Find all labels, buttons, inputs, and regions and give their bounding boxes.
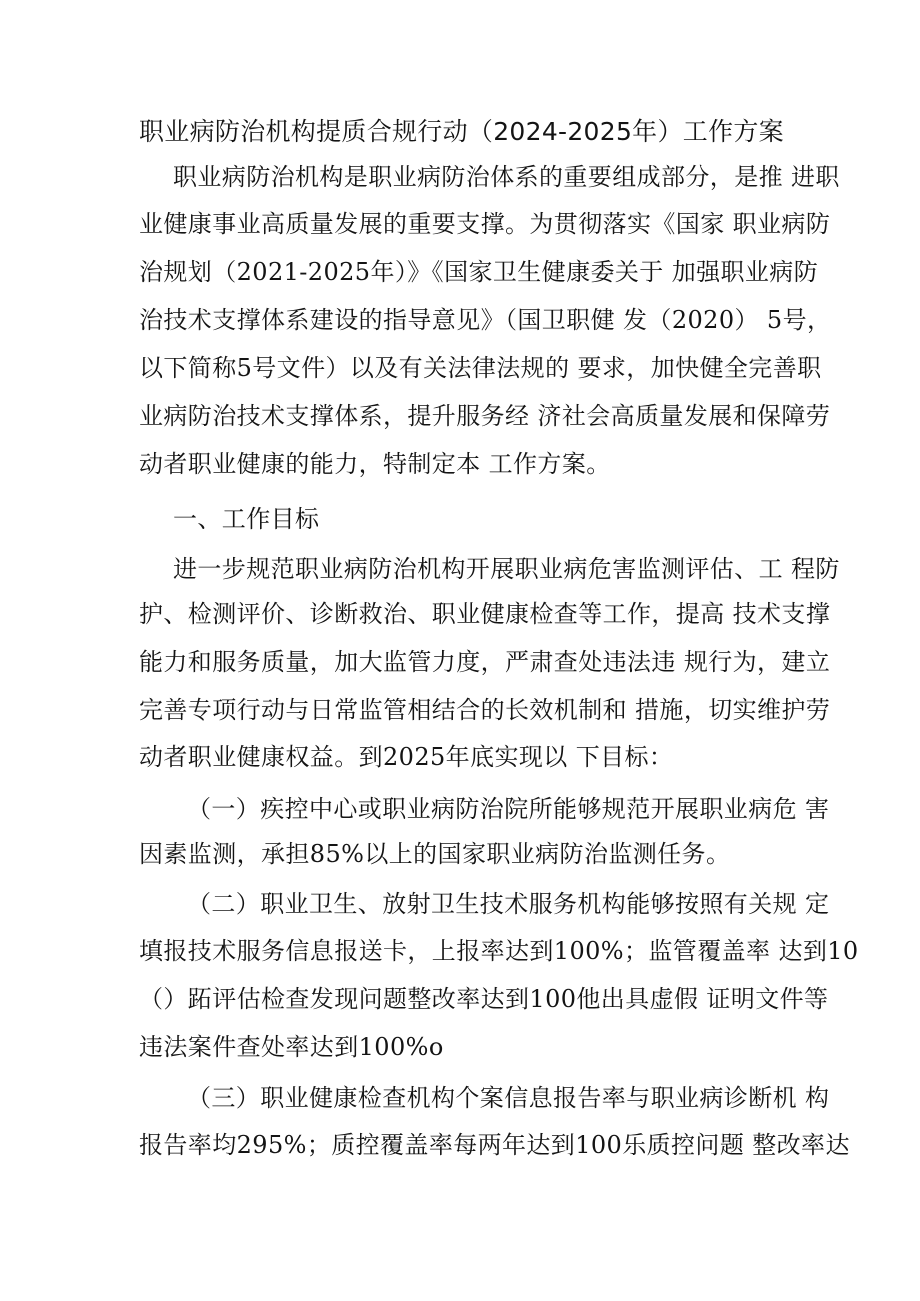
section1-line-2: 护、检测评价、诊断救治、职业健康检查等工作，提高 技术支撑 [139, 600, 831, 628]
section1-line-1: 进一步规范职业病防治机构开展职业病危害监测评估、工 程防 [173, 555, 840, 583]
section1-line-4: 完善专项行动与日常监管相结合的长效机制和 措施，切实维护劳 [139, 696, 831, 724]
item1-line-2: 因素监测，承担85%以上的国家职业病防治监测任务。 [139, 840, 731, 868]
item2-line-4: 违法案件查处率达到100%o [139, 1033, 444, 1061]
item3-line-1: （三）职业健康检查机构个案信息报告率与职业病诊断机 构 [187, 1084, 830, 1112]
intro-line-3: 治规划（2021-2025年）》《国家卫生健康委关于 加强职业病防 [139, 258, 819, 286]
item2-line-1: （二）职业卫生、放射卫生技术服务机构能够按照有关规 定 [187, 890, 830, 918]
intro-line-7: 动者职业健康的能力，特制定本 工作方案。 [139, 450, 611, 478]
section1-line-5: 动者职业健康权益。到2025年底实现以 下目标： [139, 743, 674, 771]
document-title: 职业病防治机构提质合规行动（2024-2025年）工作方案 [139, 117, 784, 146]
item2-line-3: （）跖评估检查发现问题整改率达到100他出具虚假 证明文件等 [139, 985, 829, 1013]
section1-line-3: 能力和服务质量，加大监管力度，严肃查处违法违 规行为，建立 [139, 648, 831, 676]
section-heading: 一、工作目标 [173, 505, 320, 533]
item1-line-1: （一）疾控中心或职业病防治院所能够规范开展职业病危 害 [187, 795, 830, 823]
intro-line-5: 以下简称5号文件）以及有关法律法规的 要求，加快健全完善职 [139, 354, 822, 382]
intro-line-6: 业病防治技术支撑体系，提升服务经 济社会高质量发展和保障劳 [139, 402, 831, 430]
intro-line-1: 职业病防治机构是职业病防治体系的重要组成部分，是推 进职 [173, 163, 840, 191]
item2-line-2: 填报技术服务信息报送卡，上报率达到100%；监管覆盖率 达到10 [139, 937, 859, 965]
intro-line-2: 业健康事业高质量发展的重要支撑。为贯彻落实《国家 职业病防 [139, 210, 831, 238]
intro-line-4: 治技术支撑体系建设的指导意见》（国卫职健 发（2020） 5号， [139, 306, 832, 334]
item3-line-2: 报告率均295%；质控覆盖率每两年达到100乐质控问题 整改率达 [139, 1131, 850, 1159]
